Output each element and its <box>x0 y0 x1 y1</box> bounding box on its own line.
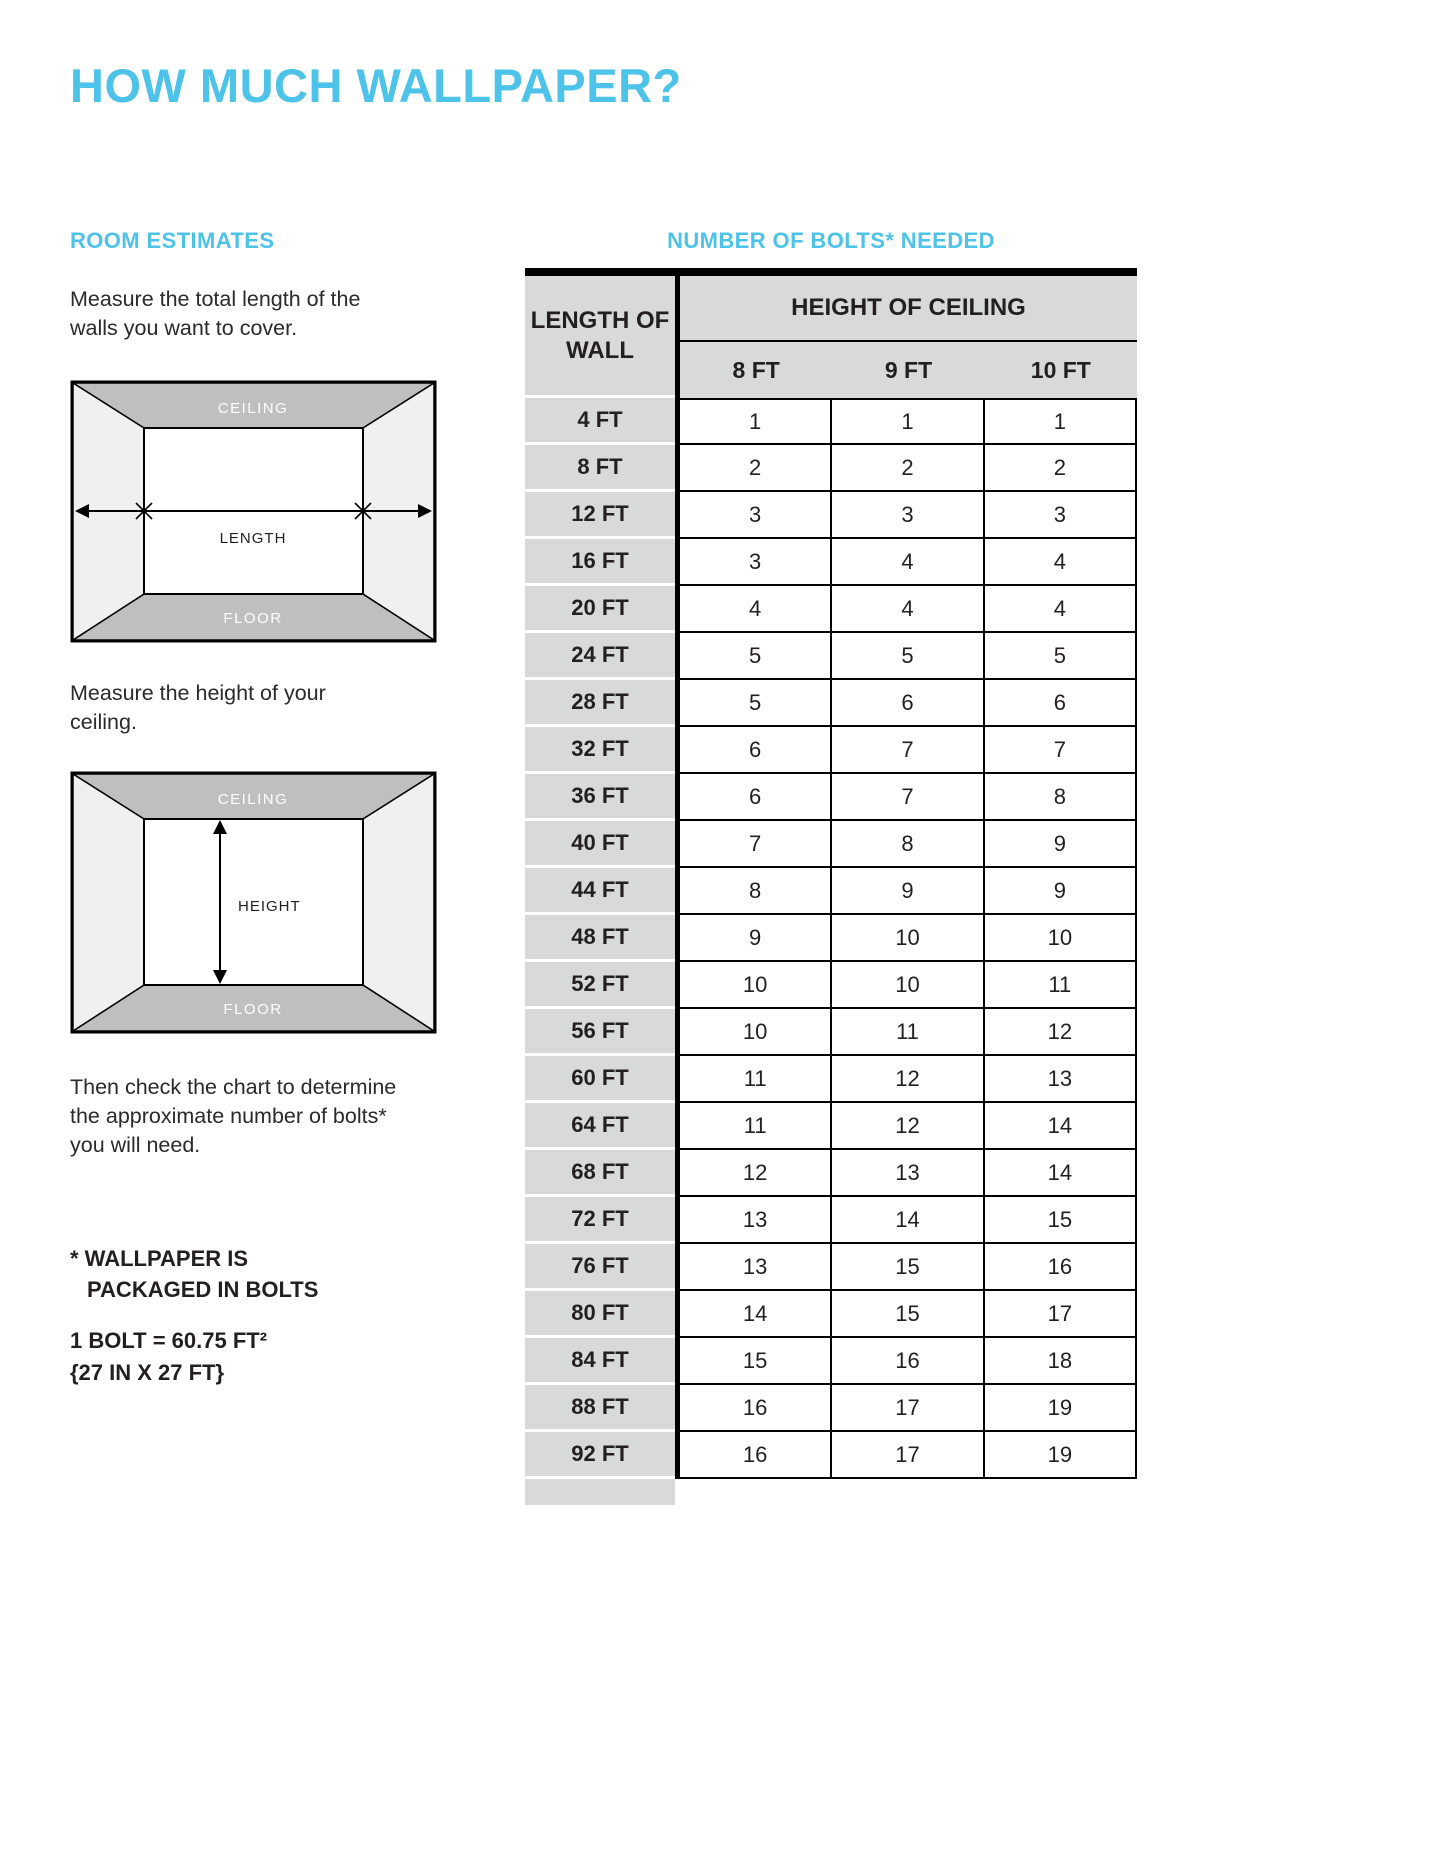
bolt-size-line2: {27 IN X 27 FT} <box>70 1359 225 1385</box>
table-row <box>525 680 1137 727</box>
table-row <box>525 1432 1137 1479</box>
bolt-count-cell: 7 <box>680 821 832 868</box>
col-header-8ft: 8 FT <box>732 356 780 383</box>
ceiling-header-group <box>675 276 1137 398</box>
ceiling-label: CEILING <box>217 400 289 417</box>
row-length-label: 92 FT <box>525 1432 675 1476</box>
bolt-count-cell: 4 <box>985 586 1137 633</box>
row-cells <box>675 821 1137 868</box>
floor-label: FLOOR <box>223 610 283 627</box>
bolt-count-cell: 12 <box>985 1009 1137 1056</box>
row-length-label: 32 FT <box>525 727 675 771</box>
row-cells <box>675 868 1137 915</box>
bolt-count-cell: 9 <box>985 868 1137 915</box>
row-cells <box>675 1103 1137 1150</box>
bolt-count-cell: 19 <box>985 1432 1137 1479</box>
row-length-label: 36 FT <box>525 774 675 818</box>
bolt-count-cell: 11 <box>832 1009 984 1056</box>
bolt-count-cell: 11 <box>985 962 1137 1009</box>
table-row <box>525 868 1137 915</box>
row-cells <box>675 1197 1137 1244</box>
room-estimates-heading: ROOM ESTIMATES <box>70 228 275 253</box>
row-length-label: 52 FT <box>525 962 675 1006</box>
length-of-wall-header: LENGTH OF WALL <box>525 276 675 395</box>
bolt-count-cell: 8 <box>680 868 832 915</box>
bolt-count-cell: 15 <box>832 1291 984 1338</box>
bolt-count-cell: 15 <box>680 1338 832 1385</box>
table-row <box>525 1244 1137 1291</box>
bolt-count-cell: 4 <box>832 586 984 633</box>
bolts-table-body <box>525 398 1137 1479</box>
bolt-count-cell: 10 <box>832 962 984 1009</box>
bolt-count-cell: 9 <box>985 821 1137 868</box>
height-of-ceiling-header: HEIGHT OF CEILING <box>680 276 1137 342</box>
table-row <box>525 727 1137 774</box>
row-cells <box>675 1338 1137 1385</box>
bolt-count-cell: 13 <box>680 1197 832 1244</box>
row-length-label: 68 FT <box>525 1150 675 1194</box>
table-row <box>525 821 1137 868</box>
bolt-count-cell: 1 <box>985 398 1137 445</box>
table-row <box>525 492 1137 539</box>
row-cells <box>675 680 1137 727</box>
bolt-count-cell: 4 <box>680 586 832 633</box>
row-length-label: 76 FT <box>525 1244 675 1288</box>
table-row <box>525 398 1137 445</box>
row-length-label: 24 FT <box>525 633 675 677</box>
bolt-count-cell: 11 <box>680 1103 832 1150</box>
bolt-count-cell: 13 <box>680 1244 832 1291</box>
col-header-9ft: 9 FT <box>884 356 933 383</box>
row-cells <box>675 445 1137 492</box>
bolt-count-cell: 14 <box>832 1197 984 1244</box>
bolt-count-cell: 14 <box>680 1291 832 1338</box>
bolt-count-cell: 6 <box>680 727 832 774</box>
bolt-count-cell: 14 <box>985 1150 1137 1197</box>
table-row <box>525 1056 1137 1103</box>
row-cells <box>675 1432 1137 1479</box>
table-row <box>525 774 1137 821</box>
bolt-count-cell: 6 <box>680 774 832 821</box>
row-cells <box>675 1291 1137 1338</box>
bolt-count-cell: 2 <box>832 445 984 492</box>
bolt-count-cell: 2 <box>985 445 1137 492</box>
bolt-count-cell: 11 <box>680 1056 832 1103</box>
bolt-count-cell: 8 <box>985 774 1137 821</box>
row-cells <box>675 1385 1137 1432</box>
ceiling-label: CEILING <box>217 791 289 808</box>
bolt-count-cell: 3 <box>985 492 1137 539</box>
bolt-count-cell: 13 <box>985 1056 1137 1103</box>
bolts-table <box>525 268 1137 1505</box>
bolt-count-cell: 10 <box>680 1009 832 1056</box>
ceiling-subheader-row <box>680 342 1137 398</box>
bolt-count-cell: 17 <box>832 1385 984 1432</box>
bolt-count-cell: 7 <box>985 727 1137 774</box>
step3-text: Then check the chart to determine the approximate number of bolts* you will need. <box>70 1075 397 1157</box>
bolt-size-line1: 1 BOLT = 60.75 FT² <box>70 1328 268 1353</box>
bolt-count-cell: 12 <box>832 1056 984 1103</box>
row-cells <box>675 1056 1137 1103</box>
bolt-size-info <box>70 1325 267 1389</box>
bolt-count-cell: 6 <box>985 680 1137 727</box>
row-length-label: 56 FT <box>525 1009 675 1053</box>
bolt-count-cell: 4 <box>832 539 984 586</box>
table-row <box>525 586 1137 633</box>
step1-text: Measure the total length of the walls you want to cover. <box>70 287 361 340</box>
left-wall <box>73 774 144 1031</box>
bolt-count-cell: 3 <box>680 539 832 586</box>
bolt-count-cell: 10 <box>680 962 832 1009</box>
row-length-label: 88 FT <box>525 1385 675 1429</box>
row-cells <box>675 398 1137 445</box>
row-cells <box>675 774 1137 821</box>
height-measure-label: HEIGHT <box>238 898 301 915</box>
bolt-count-cell: 13 <box>832 1150 984 1197</box>
bolt-count-cell: 5 <box>985 633 1137 680</box>
row-length-label: 64 FT <box>525 1103 675 1147</box>
row-cells <box>675 727 1137 774</box>
footnote-line2: PACKAGED IN BOLTS <box>87 1276 319 1302</box>
row-cells <box>675 586 1137 633</box>
footnote-line1: * WALLPAPER IS <box>70 1246 249 1271</box>
bolt-count-cell: 1 <box>680 398 832 445</box>
bolt-count-cell: 16 <box>680 1385 832 1432</box>
bolt-count-cell: 15 <box>985 1197 1137 1244</box>
bolt-count-cell: 5 <box>680 633 832 680</box>
bolt-count-cell: 10 <box>832 915 984 962</box>
col-header-10ft: 10 FT <box>1030 356 1091 383</box>
bolt-count-cell: 4 <box>985 539 1137 586</box>
bolt-count-cell: 8 <box>832 821 984 868</box>
floor-label: FLOOR <box>223 1001 283 1018</box>
table-row <box>525 962 1137 1009</box>
bolt-count-cell: 6 <box>832 680 984 727</box>
bolt-count-cell: 14 <box>985 1103 1137 1150</box>
table-row <box>525 633 1137 680</box>
row-length-label: 8 FT <box>525 445 675 489</box>
bolt-count-cell: 18 <box>985 1338 1137 1385</box>
table-row <box>525 1338 1137 1385</box>
row-cells <box>675 962 1137 1009</box>
row-cells <box>675 492 1137 539</box>
bolt-count-cell: 17 <box>985 1291 1137 1338</box>
bolt-count-cell: 5 <box>832 633 984 680</box>
bolt-count-cell: 19 <box>985 1385 1137 1432</box>
row-cells <box>675 1244 1137 1291</box>
table-row <box>525 539 1137 586</box>
table-top-rule <box>525 268 1137 276</box>
bolt-count-cell: 5 <box>680 680 832 727</box>
row-length-label: 44 FT <box>525 868 675 912</box>
table-row <box>525 915 1137 962</box>
bolt-count-cell: 16 <box>680 1432 832 1479</box>
table-row <box>525 1291 1137 1338</box>
bolt-count-cell: 7 <box>832 727 984 774</box>
length-measure-label: LENGTH <box>219 530 287 547</box>
length-diagram <box>70 380 437 643</box>
bolt-count-cell: 17 <box>832 1432 984 1479</box>
row-length-label: 72 FT <box>525 1197 675 1241</box>
table-header <box>525 276 1137 398</box>
row-length-label: 16 FT <box>525 539 675 583</box>
row-cells <box>675 915 1137 962</box>
row-length-label: 12 FT <box>525 492 675 536</box>
bolts-table-heading: NUMBER OF BOLTS* NEEDED <box>667 228 995 253</box>
row-cells <box>675 1150 1137 1197</box>
table-row <box>525 1385 1137 1432</box>
bolt-count-cell: 3 <box>832 492 984 539</box>
bolt-count-cell: 16 <box>985 1244 1137 1291</box>
bolts-footnote <box>70 1244 318 1306</box>
row-length-label: 20 FT <box>525 586 675 630</box>
bolt-count-cell: 16 <box>832 1338 984 1385</box>
bolt-count-cell: 3 <box>680 492 832 539</box>
bolt-count-cell: 15 <box>832 1244 984 1291</box>
table-row <box>525 1103 1137 1150</box>
page-title: HOW MUCH WALLPAPER? <box>70 59 682 112</box>
table-row <box>525 1009 1137 1056</box>
height-diagram <box>70 771 437 1034</box>
row-length-label: 80 FT <box>525 1291 675 1335</box>
bolt-count-cell: 7 <box>832 774 984 821</box>
row-length-label: 4 FT <box>525 398 675 442</box>
row-length-label: 48 FT <box>525 915 675 959</box>
row-length-label: 40 FT <box>525 821 675 865</box>
bolt-count-cell: 10 <box>985 915 1137 962</box>
bolt-count-cell: 2 <box>680 445 832 492</box>
table-row <box>525 1150 1137 1197</box>
row-cells <box>675 1009 1137 1056</box>
table-row <box>525 1197 1137 1244</box>
bolt-count-cell: 9 <box>680 915 832 962</box>
right-wall <box>363 774 434 1031</box>
bolt-count-cell: 9 <box>832 868 984 915</box>
bolt-count-cell: 12 <box>832 1103 984 1150</box>
row-cells <box>675 633 1137 680</box>
row-length-label: 84 FT <box>525 1338 675 1382</box>
row-cells <box>675 539 1137 586</box>
table-row <box>525 445 1137 492</box>
row-length-label: 60 FT <box>525 1056 675 1100</box>
bolt-count-cell: 1 <box>832 398 984 445</box>
row-length-label: 28 FT <box>525 680 675 724</box>
step2-text: Measure the height of your ceiling. <box>70 681 326 734</box>
bolt-count-cell: 12 <box>680 1150 832 1197</box>
table-bottom-stub <box>525 1479 675 1505</box>
